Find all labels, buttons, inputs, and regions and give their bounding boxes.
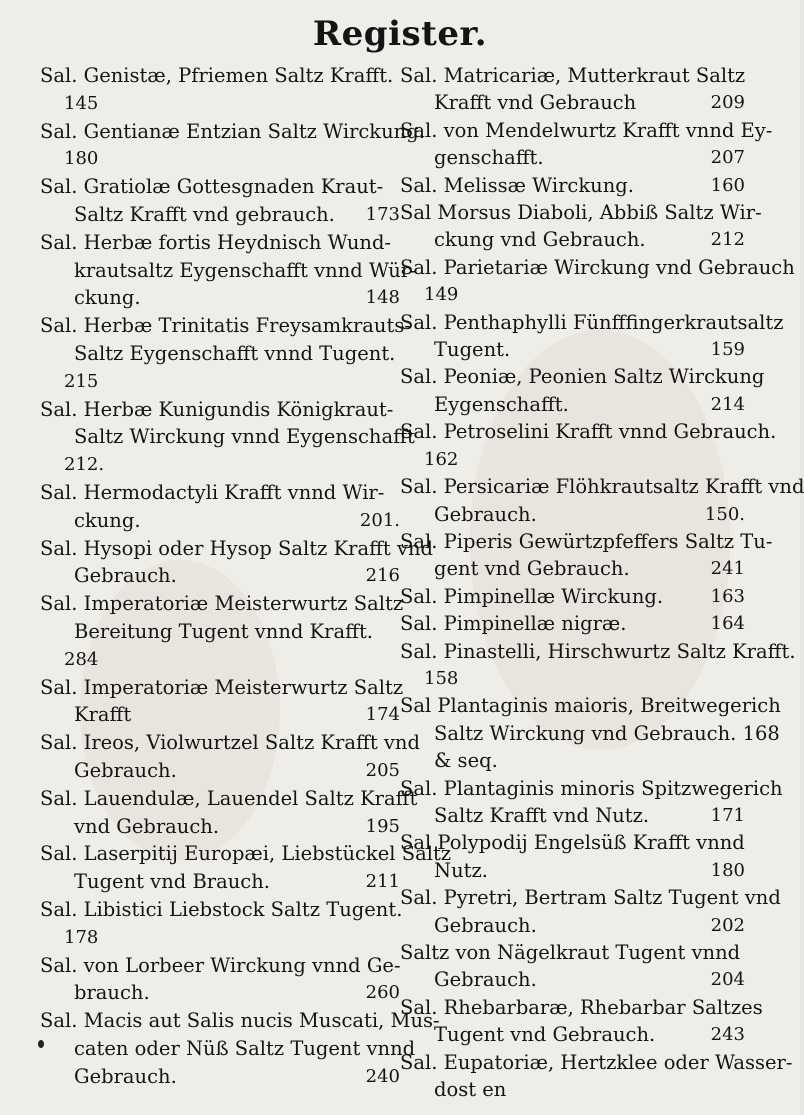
entry-line: Sal. Ireos, Violwurtzel Saltz Krafft vnd [40,731,420,755]
register-entry [40,590,404,673]
entry-line: 204 Gebrauch. [400,966,745,993]
page-number: 178 [64,926,99,948]
register-entry [400,692,781,774]
register-entry [40,952,400,1008]
register-entry [400,994,763,1049]
register-entry [400,363,765,418]
entry-line: Saltz von Nägelkraut Tugent vnnd [400,941,741,964]
entry-line: Sal. Penthaphylli Fünfffingerkrautsaltz [400,310,784,334]
entry-line: 207 genschafft. [400,144,745,171]
page-number: 240 [365,1065,400,1087]
register-entry [400,610,745,637]
page-number: 211 [365,871,400,893]
page-number: 215 [64,370,99,392]
entry-line: Sal. Macis aut Salis nucis Muscati, Mus- [40,1009,440,1033]
page-number: 148 [365,287,400,309]
entry-line: 201. ckung. [40,507,400,535]
entry-line: 241 gent vnd Gebrauch. [400,555,745,582]
entry-line: Sal. Lauendulæ, Lauendel Saltz Krafft [40,786,418,810]
register-entry [40,173,400,229]
entry-line: 216 Gebrauch. [40,562,400,590]
register-entry [400,884,781,939]
entry-line: Sal. Piperis Gewürtzpfeffers Saltz Tu- [400,529,773,553]
page-number: 207 [710,147,745,169]
entry-line: 174 Krafft [40,701,400,729]
page-number: 158 [424,667,459,689]
entry-line: Sal. Hysopi oder Hysop Saltz Krafft vnd [40,536,434,560]
entry-line: Saltz Wirckung vnd Gebrauch. 168 [434,721,780,745]
entry-line: dost en [434,1078,507,1102]
entry-line: 180 Nutz. [400,857,745,884]
entry-line: Sal. Rhebarbaræ, Rhebarbar Saltzes [400,995,763,1019]
entry-line: 209 Krafft vnd Gebrauch [400,89,745,116]
entry-line: Sal. Persicariæ Flöhkrautsaltz Krafft vnd [400,475,804,499]
page-number: 241 [710,558,745,580]
entry-line: Sal Polypodij Engelsüß Krafft vnnd [400,831,745,855]
entry-line: Sal. von Lorbeer Wirckung vnnd Ge- [40,953,401,977]
register-entry [400,172,745,199]
entry-line: Sal. Pyretri, Bertram Saltz Tugent vnd [400,886,781,910]
entry-line: Saltz Wirckung vnnd Eygenschafft [74,425,415,449]
entry-line: Sal. Herbæ Trinitatis Freysamkrauts- [40,314,411,338]
register-entry [40,785,418,841]
page-number: 284 [64,648,99,670]
page-number: 214 [710,393,745,415]
register-entry [400,638,796,693]
entry-line: 163 Sal. Pimpinellæ Wirckung. [400,583,745,610]
page-number: 216 [365,565,400,587]
entry-line: Sal. Hermodactyli Krafft vnnd Wir- [40,480,385,504]
entry-line: 205 Gebrauch. [40,757,400,785]
page-number: 174 [365,704,400,726]
register-entry [40,62,400,118]
register-entry [400,528,773,583]
page-title: Register. [312,14,488,54]
entry-line: 171 Saltz Krafft vnd Nutz. [400,802,745,829]
page-number: 180 [710,859,745,881]
entry-line: 150. Gebrauch. [400,501,745,528]
entry-line: Sal. Libistici Liebstock Saltz Tugent. [40,897,403,921]
entry-line: Sal. Eupatoriæ, Hertzklee oder Wasser- [400,1050,793,1074]
entry-line: caten oder Nüß Saltz Tugent vnnd [74,1036,416,1060]
entry-line: & seq. [434,749,498,773]
register-entry [40,729,420,785]
entry-line: 202 Gebrauch. [400,912,745,939]
register-entry [400,583,745,610]
entry-line: Sal. Matricariæ, Mutterkraut Saltz [400,64,746,87]
register-entry [40,535,434,591]
page-number: 149 [424,284,459,306]
right-column [400,62,804,1103]
register-entry [400,829,745,884]
entry-line: 195 vnd Gebrauch. [40,813,400,841]
page-number: 260 [365,982,400,1004]
register-entry [400,117,773,172]
register-entry [40,118,425,174]
entry-line: 240 Gebrauch. [40,1063,400,1091]
entry-line: Sal. Gratiolæ Gottesgnaden Kraut- [40,175,384,199]
entry-line: Sal Morsus Diaboli, Abbiß Saltz Wir- [400,201,762,225]
entry-line: Sal. Imperatoriæ Meisterwurtz Saltz [40,675,404,699]
page-number: 209 [710,92,745,114]
page-number: 150. [704,503,745,525]
register-entry [400,418,777,473]
page-number: 212. [64,454,105,476]
page-number: 180 [64,148,99,170]
page-number: 164 [710,613,745,635]
page-number: 204 [710,969,745,991]
page-number: 212 [710,229,745,251]
register-entry [40,479,400,535]
entry-line: 160 Sal. Melissæ Wirckung. [400,172,745,199]
register-entry [400,775,783,830]
register-entry [400,1049,793,1104]
entry-line: 159 Tugent. [400,336,745,363]
entry-line: 260 brauch. [40,979,400,1007]
entry-line: Sal. Herbæ fortis Heydnisch Wund- [40,230,392,254]
entry-line: Sal. Laserpitij Europæi, Liebstückel Saltz [40,842,452,866]
entry-line: Sal. Imperatoriæ Meisterwurtz Saltz [40,592,404,616]
entry-line: 173 Saltz Krafft vnd gebrauch. [40,201,400,229]
entry-line: 148 ckung. [40,284,400,312]
register-entry [40,896,403,952]
register-entry [400,939,745,994]
page-number: 162 [424,448,459,470]
page-number: 145 [64,92,99,114]
page-number: 163 [710,585,745,607]
entry-line: 243 Tugent vnd Gebrauch. [400,1021,745,1048]
entry-line: Sal. Herbæ Kunigundis Königkraut- [40,397,394,421]
entry-line: krautsaltz Eygenschafft vnnd Wür- [74,258,417,282]
entry-line: Sal. Pinastelli, Hirschwurtz Saltz Krafft. [400,639,796,663]
register-entry [40,396,415,479]
page-number: 243 [710,1024,745,1046]
entry-line: Sal. Parietariæ Wirckung vnd Gebrauch [400,255,795,279]
page-number: 160 [710,174,745,196]
entry-line: 211 Tugent vnd Brauch. [40,868,400,896]
entry-line: 214 Eygenschafft. [400,391,745,418]
entry-line: Bereitung Tugent vnnd Krafft. [74,619,374,643]
entry-line: Sal Plantaginis maioris, Breitwegerich [400,694,781,718]
entry-line: Sal. von Mendelwurtz Krafft vnnd Ey- [400,118,773,142]
register-entry [400,62,745,117]
ink-blot [38,1040,44,1048]
register-entry [40,312,411,395]
page-number: 173 [365,203,400,225]
page-number: 171 [710,804,745,826]
page-number: 159 [710,339,745,361]
register-entry [40,840,452,896]
register-entry [400,309,784,364]
page-number: 205 [365,759,400,781]
page-number: 195 [365,815,400,837]
page-number: 202 [710,914,745,936]
entry-line: 164 Sal. Pimpinellæ nigræ. [400,610,745,637]
entry-line: Sal. Petroselini Krafft vnnd Gebrauch. [400,420,777,444]
register-entry [400,199,762,254]
register-entry [40,229,417,312]
register-entry [40,674,404,730]
entry-line: Sal. Peoniæ, Peonien Saltz Wirckung [400,365,765,389]
register-entry [400,473,804,528]
entry-line: Sal. Gentianæ Entzian Saltz Wirckung. [40,119,425,143]
register-entry [40,1007,440,1090]
entry-line: 212 ckung vnd Gebrauch. [400,226,745,253]
page-number: 201. [359,509,400,531]
entry-line: Sal. Plantaginis minoris Spitzwegerich [400,776,783,800]
register-entry [400,254,795,309]
entry-line: Saltz Eygenschafft vnnd Tugent. [74,341,396,365]
entry-line: Sal. Genistæ, Pfriemen Saltz Krafft. [40,64,394,87]
